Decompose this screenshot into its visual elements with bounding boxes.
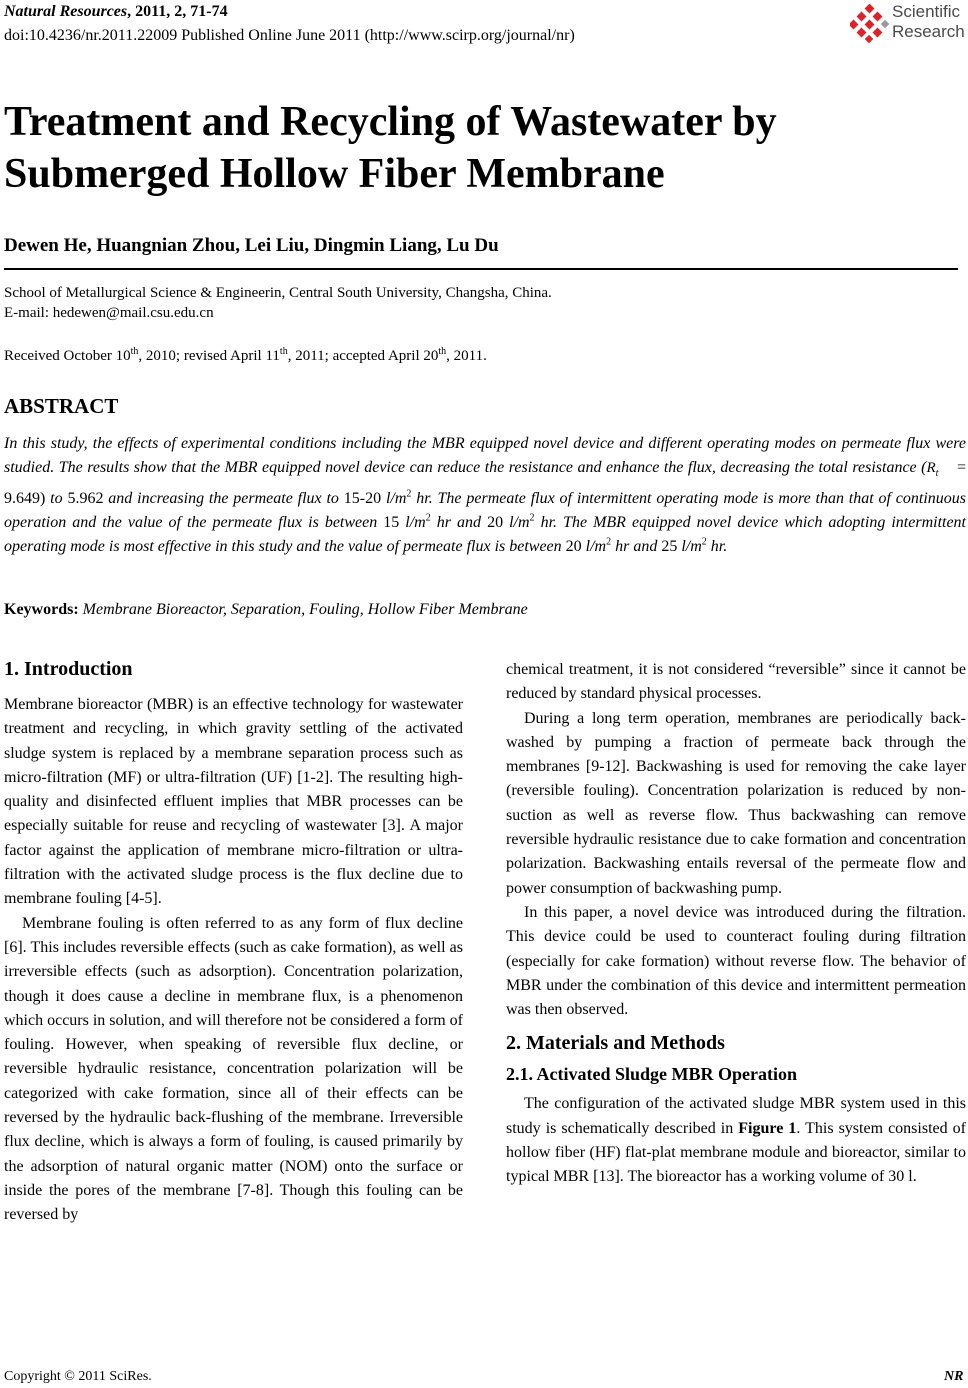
author-list: Dewen He, Huangnian Zhou, Lei Liu, Dingmin Liang, Lu Du [4,235,499,256]
unit-exponent: 2 [425,512,431,524]
abstract-text: hr and [430,513,488,531]
abstract-unit: l/m [399,513,426,531]
abstract-unit: l/m [677,538,702,556]
section-heading-introduction: 1. Introduction [4,658,133,680]
publisher-logo [850,2,968,46]
paragraph [506,1092,966,1189]
accepted-year: , 2011. [446,348,487,364]
affiliation: School of Metallurgical Science & Engineerin, Central South University, Changsha, China. [4,285,552,301]
logo-text [892,2,965,42]
unit-exponent: 2 [406,488,412,500]
corresponding-email: E-mail: hedewen@mail.csu.edu.cn [4,305,214,321]
section-heading-methods: 2. Materials and Methods [506,1032,725,1055]
right-column [506,658,966,1190]
abstract-text: hr. [706,538,728,556]
paragraph: During a long term operation, membranes are periodically back-washed by pumping a fraction of permeate back through the membranes [9-12]. Backwashing is used for removing the cake layer (reversible fouling). Concentration polarization is reduced by non-suction as well as reverse flow. Thus backwashing can remove reversible hydraulic resistance due to cake formation and concentration polarization. Backwashing entails reversal of the permeate flow and power consumption of backwashing pump. [506,709,966,897]
logo-line2: Research [892,22,965,41]
journal-header [4,2,228,22]
abstract-text: hr and [611,538,662,556]
keywords-line [4,599,528,621]
abstract-value: 5.962 [67,489,104,507]
doi-line: doi:10.4236/nr.2011.22009 Published Online June 2011 (http://www.scirp.org/journal/nr) [4,27,575,44]
abstract-text: hr. The MBR equipped novel device which adopting intermittent operating mode is most effective in this study and the value of permeate flux is between [4,513,967,556]
symbol-subscript: t [935,468,939,480]
figure-1-reference[interactable]: Figure 1 [738,1119,797,1137]
copyright-notice: Copyright © 2011 SciRes. [4,1369,152,1384]
ordinal-suffix: th [438,346,447,357]
abstract-value: 20 [565,538,582,556]
abstract-value: 15-20 [343,489,382,507]
abstract-value: 15 [383,513,400,531]
unit-exponent: 2 [529,512,535,524]
unit-exponent: 2 [606,536,612,548]
journal-name: Natural Resources [4,3,128,20]
left-column [4,693,463,1228]
paragraph: chemical treatment, it is not considered “reversible” since it cannot be reduced by standard physical processes. [506,661,966,703]
keywords-label: Keywords [4,601,74,618]
title-line-1: Treatment and Recycling of Wastewater by [4,99,777,145]
paragraph: In this paper, a novel device was introduced during the filtration. This device could be used to counteract fouling during filtration (especially for cake formation) without reverse flow. The behavior of MBR under the combination of this device and intermittent permeation was then observed. [506,903,966,1019]
subsection-heading: 2.1. Activated Sludge MBR Operation [506,1064,797,1085]
ordinal-suffix: th [279,346,288,357]
abstract-value: = 9.649) [4,459,966,507]
abstract-unit: l/m [385,489,407,507]
symbol-r: R [926,460,936,477]
accepted-text: , 2011; accepted April 20 [287,348,439,364]
keywords-list: Membrane Bioreactor, Separation, Fouling, Hollow Fiber Membrane [82,601,528,618]
logo-line1: Scientific [892,2,961,21]
abstract-value: 20 [487,513,504,531]
paper-title [4,96,934,200]
paragraph: Membrane bioreactor (MBR) is an effective technology for wastewater treatment and recycling, in which gravity settling of the activated sludge system is replaced by a membrane separation process such as micro-filtration (MF) or ultra-filtration (UF) [1-2]. The resulting high-quality and disinfected effluent implies that MBR processes can be especially suitable for reuse and recycling of wastewater [3]. A major factor against the application of membrane micro-filtration or ultra-filtration with the activated sludge process is the flux decline due to membrane fouling [4-5]. [4,696,463,908]
paragraph: Membrane fouling is often referred to as any form of flux decline [6]. This includes reversible effects (such as cake formation), as well as irreversible effects (such as adsorption). Concentration polarization, though it does cause a decline in membrane flux, is a phenomenon which occurs in solution, and will therefore not be considered a form of fouling. However, when speaking of reversible flux decline, or reversible hydraulic resistance, concentration polarization will be categorized with cake formation, since all of their effects can be reversed by the hydraulic back-flushing of the membrane. Irreversible flux decline, which is always a form of fouling, is caused primarily by the adsorption of natural organic matter (NOM) onto the surface or inside the pores of the membrane [7-8]. Though this fouling can be reversed by [4,914,463,1224]
received-text: Received October 10 [4,348,131,364]
abstract-value: 25 [661,538,678,556]
title-divider [4,268,958,270]
abstract-body [4,432,966,559]
journal-abbreviation: NR [944,1369,964,1384]
abstract-heading: ABSTRACT [4,394,119,418]
journal-issue: , 2011, 2, 71-74 [127,3,228,20]
abstract-text: to [45,489,68,507]
abstract-unit: l/m [503,513,530,531]
paragraph-text: The configuration of the activated sludge MBR system used in this study is schematically described in [506,1095,966,1137]
keywords-colon: : [73,601,83,618]
revised-text: , 2010; revised April 11 [138,348,280,364]
abstract-text: and increasing the permeate flux to [103,489,344,507]
unit-exponent: 2 [701,536,707,548]
total-resistance-symbol [926,456,952,486]
abstract-text: In this study, the effects of experimental conditions including the MBR equipped novel device and different operating modes on permeate flux were studied. The results show that the MBR equipped novel device can reduce the resistance and enhance the flux, decreasing the total resistance ( [4,435,966,477]
received-dates [4,346,487,366]
ordinal-suffix: th [130,346,139,357]
abstract-text: hr. The permeate flux of intermittent operating mode is more than that of continuous operation and the value of the permeate flux is between [4,489,967,531]
title-line-2: Submerged Hollow Fiber Membrane [4,151,665,197]
abstract-unit: l/m [581,538,607,556]
paragraph-text: . This system consisted of hollow fiber (HF) flat-plat membrane module and bioreactor, similar to typical MBR [13]. The bioreactor has a working volume of 30 l. [506,1119,966,1186]
scientific-research-logo-icon [850,4,890,44]
